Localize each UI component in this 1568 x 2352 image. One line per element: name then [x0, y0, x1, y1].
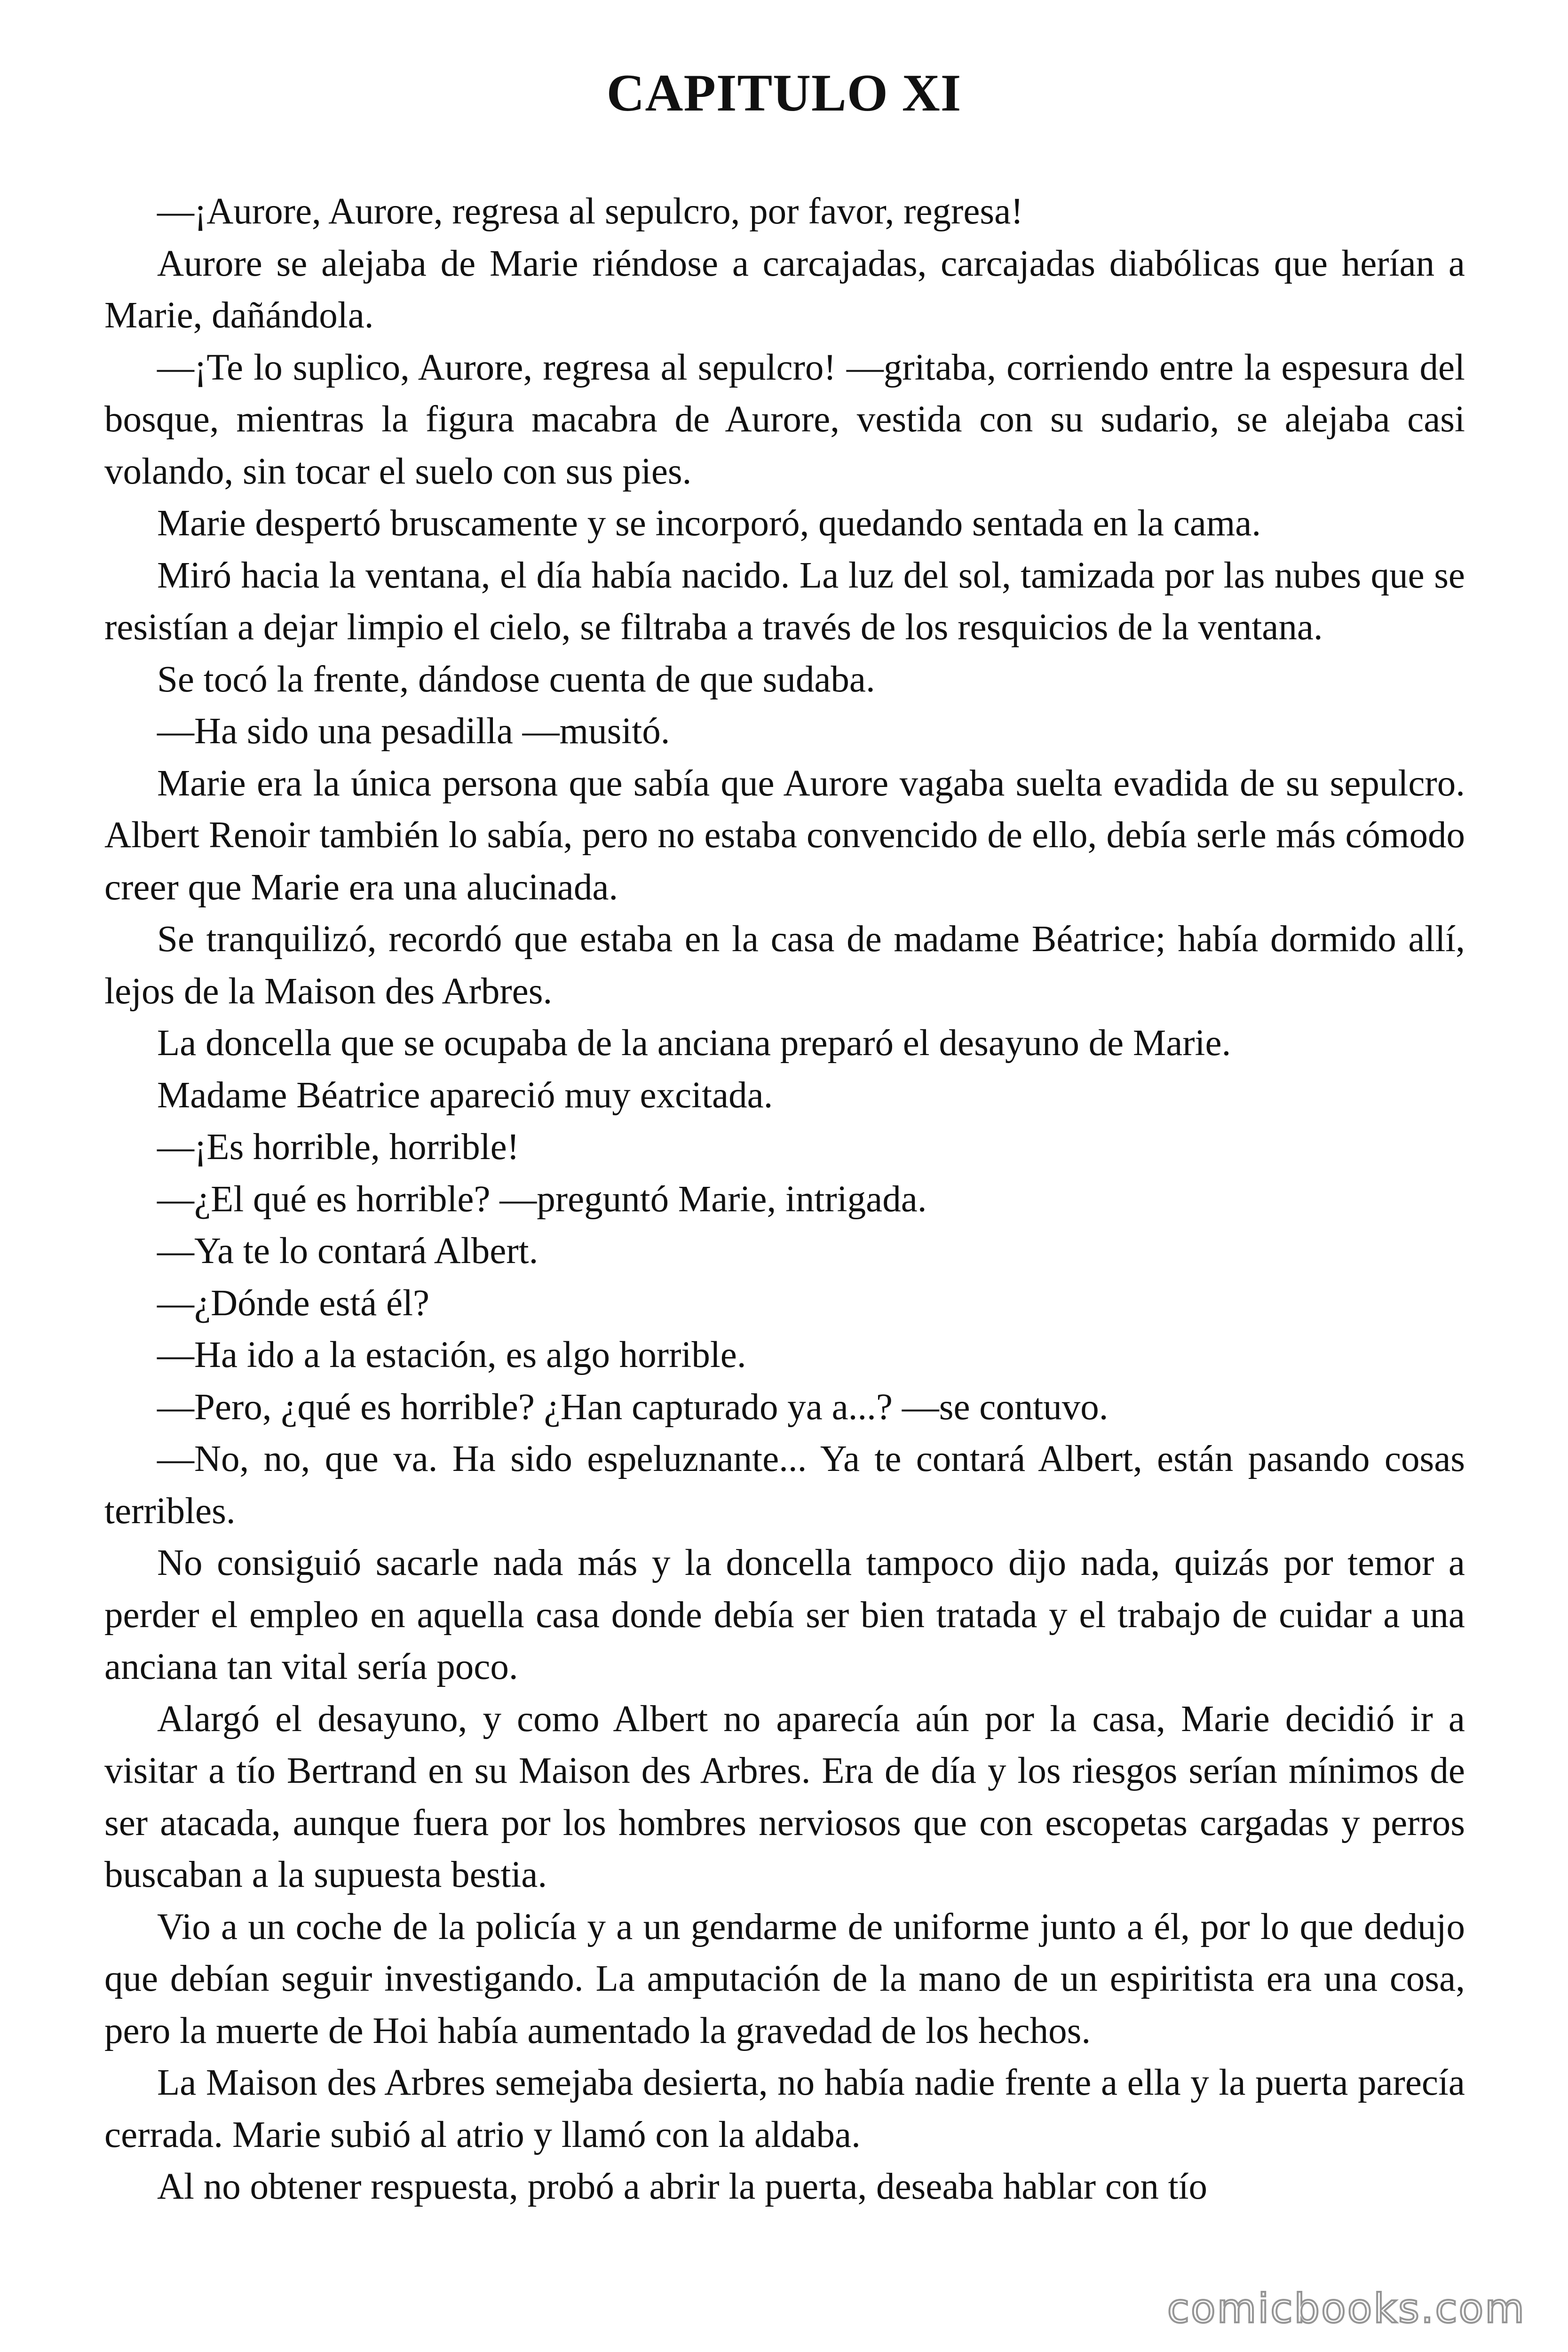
paragraph: —¡Aurore, Aurore, regresa al sepulcro, por favor, regresa!: [157, 191, 1023, 232]
paragraph: Vio a un coche de la policía y a un gendarme de uniforme junto a él, por lo que dedujo que debían seguir investigando. La amputación de la mano de un espiritista era una cosa, pero la muerte de Hoi había aumentado la gravedad de los hechos.: [104, 1906, 1465, 2051]
paragraph: Marie despertó bruscamente y se incorporó, quedando sentada en la cama.: [157, 503, 1261, 544]
paragraph: Marie era la única persona que sabía que Aurore vagaba suelta evadida de su sepulcro. Albert Renoir también lo sabía, pero no estaba convencido de ello, debía serle más cómodo creer que Marie era una alucinada.: [104, 763, 1465, 908]
paragraph: Madame Béatrice apareció muy excitada.: [157, 1074, 773, 1116]
paragraph: Se tocó la frente, dándose cuenta de que sudaba.: [157, 659, 875, 700]
paragraph: —Ha sido una pesadilla —musitó.: [157, 711, 670, 752]
paragraph: Miró hacia la ventana, el día había nacido. La luz del sol, tamizada por las nubes que se resistían a dejar limpio el cielo, se filtraba a través de los resquicios de la ventana.: [104, 555, 1465, 648]
paragraph: No consiguió sacarle nada más y la doncella tampoco dijo nada, quizás por temor a perder el empleo en aquella casa donde debía ser bien tratada y el trabajo de cuidar a una anciana tan vital sería poco.: [104, 1542, 1465, 1687]
paragraph: —Ya te lo contará Albert.: [157, 1231, 539, 1271]
paragraph: Al no obtener respuesta, probó a abrir la puerta, deseaba hablar con tío: [157, 2166, 1208, 2207]
paragraph: La Maison des Arbres semejaba desierta, no había nadie frente a ella y la puerta parecía cerrada. Marie subió al atrio y llamó con la aldaba.: [104, 2062, 1465, 2155]
paragraph: —¿Dónde está él?: [157, 1282, 430, 1324]
paragraph: Se tranquilizó, recordó que estaba en la casa de madame Béatrice; había dormido allí, lejos de la Maison des Arbres.: [104, 919, 1465, 1012]
chapter-title: CAPITULO XI: [606, 64, 962, 122]
paragraph: —¿El qué es horrible? —preguntó Marie, intrigada.: [157, 1178, 927, 1220]
paragraph: Alargó el desayuno, y como Albert no aparecía aún por la casa, Marie decidió ir a visitar a tío Bertrand en su Maison des Arbres. Era de día y los riesgos serían mínimos de ser atacada, aunque fuera por los hombres nerviosos que con escopetas cargadas y perros buscaban a la supuesta bestia.: [104, 1698, 1465, 1895]
paragraph: —¡Es horrible, horrible!: [157, 1127, 520, 1168]
chapter-body: [104, 186, 1465, 2213]
paragraph: La doncella que se ocupaba de la anciana preparó el desayuno de Marie.: [157, 1023, 1231, 1064]
paragraph: —Pero, ¿qué es horrible? ¿Han capturado ya a...? —se contuvo.: [157, 1386, 1109, 1428]
watermark: comicbooks.com: [1167, 2285, 1526, 2332]
paragraph: —¡Te lo suplico, Aurore, regresa al sepulcro! —gritaba, corriendo entre la espesura del bosque, mientras la figura macabra de Aurore, vestida con su sudario, se alejaba casi volando, sin tocar el suelo con sus pies.: [104, 347, 1465, 492]
paragraph: Aurore se alejaba de Marie riéndose a carcajadas, carcajadas diabólicas que herían a Marie, dañándola.: [104, 243, 1465, 336]
paragraph: —No, no, que va. Ha sido espeluznante... Ya te contará Albert, están pasando cosas terribles.: [104, 1438, 1465, 1532]
paragraph: —Ha ido a la estación, es algo horrible.: [157, 1335, 746, 1375]
